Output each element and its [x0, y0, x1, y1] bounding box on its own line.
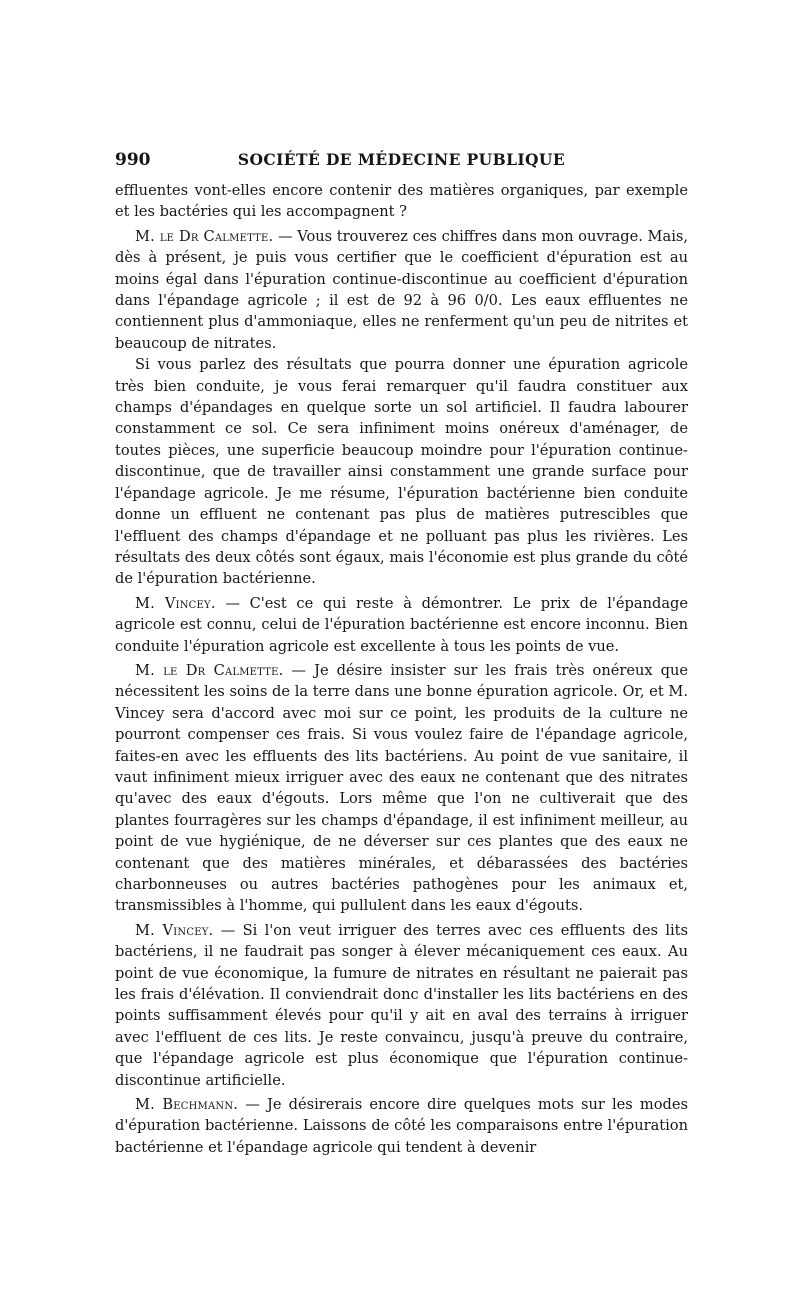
paragraph [115, 226, 688, 354]
paragraph-text: — Je désirerais encore dire quelques mots sur les modes d'épuration bactérienne. Laissons de côté les comparaisons entre l'épuration bactérienne et l'épandage agricole qui tendent à devenir [115, 1096, 688, 1156]
paragraph-text: Si vous parlez des résultats que pourra donner une épuration agricole très bien conduite, je vous ferai remarquer qu'il faudra constituer aux champs d'épandages en quelque sorte un sol artificiel. Il faudra labourer constamment ce sol. Ce sera infiniment moins onéreux d'aménager, de toutes pièces, une superficie beaucoup moindre pour l'épuration continue-discontinue, que de travailler ainsi constamment une grande surface pour l'épandage agricole. Je me résume, l'épuration bactérienne bien conduite donne un effluent ne contenant pas plus de matières putrescibles que l'effluent des champs d'épandage et ne polluant pas plus les rivières. Les résultats des deux côtés sont égaux, mais l'économie est plus grande du côté de l'épuration bactérienne. [115, 356, 688, 588]
speaker-name: M. Bechmann. [135, 1096, 239, 1114]
paragraph [115, 180, 688, 223]
paragraph-text: effluentes vont-elles encore contenir des matières organiques, par exemple et les bactéries qui les accompagnent ? [115, 182, 688, 221]
speaker-name: M. Vincey. [135, 921, 214, 939]
paragraph [115, 660, 688, 917]
paragraph-text: — Je désire insister sur les frais très onéreux que nécessitent les soins de la terre dans une bonne épuration agricole. Or, et M. Vincey sera d'accord avec moi sur ce point, les produits de la culture ne pourront compenser ces frais. Si vous voulez faire de l'épandage agricole, faites-en avec les effluents des lits bactériens. Au point de vue sanitaire, il vaut infiniment mieux irriguer avec des eaux ne contenant que des nitrates qu'avec des eaux d'égouts. Lors même que l'on ne cultiverait que des plantes fourragères sur les champs d'épandage, il est infiniment meilleur, au point de vue hygiénique, de ne déverser sur ces plantes que des eaux ne contenant que des matières minérales, et débarassées des bactéries charbonneuses ou autres bactéries pathogènes pour les animaux et, transmissibles à l'homme, qui pullulent dans les eaux d'égouts. [115, 661, 688, 915]
speaker-name: M. le Dr Calmette. [135, 661, 284, 679]
paragraph-text: — Vous trouverez ces chiffres dans mon ouvrage. Mais, dès à présent, je puis vous certifier que le coefficient d'épuration est au moins égal dans l'épuration continue-discontinue au coefficient d'épuration dans l'épandage agricole ; il est de 92 à 96 0/0. Les eaux effluentes ne contiennent plus d'ammoniaque, elles ne renferment qu'un peu de nitrites et beaucoup de nitrates. [115, 227, 688, 352]
paragraph-text: — Si l'on veut irriguer des terres avec ces effluents des lits bactériens, il ne faudrait pas songer à élever mécaniquement ces eaux. Au point de vue économique, la fumure de nitrates en résultant ne paierait pas les frais d'élévation. Il conviendrait donc d'installer les lits bactériens en des points suffisamment élevés pour qu'il y ait en aval des terrains à irriguer avec l'effluent de ces lits. Je reste convaincu, jusqu'à preuve du contraire, que l'épandage agricole est plus économique que l'épuration continue-discontinue artificielle. [115, 921, 689, 1089]
body-text [115, 180, 688, 1158]
speaker-name: M. Vincey. [135, 594, 216, 612]
journal-title: SOCIÉTÉ DE MÉDECINE PUBLIQUE [237, 150, 566, 169]
paragraph [115, 1094, 688, 1158]
paragraph [115, 593, 688, 657]
page-number: 990 [115, 150, 151, 170]
paragraph [115, 354, 688, 589]
running-head [115, 150, 688, 176]
paragraph [115, 920, 688, 1091]
paragraph-text: — C'est ce qui reste à démontrer. Le prix de l'épandage agricole est connu, celui de l'épuration bactérienne est encore inconnu. Bien conduite l'épuration agricole est excellente à tous les points de vue. [115, 594, 689, 655]
speaker-name: M. le Dr Calmette. [135, 227, 274, 245]
